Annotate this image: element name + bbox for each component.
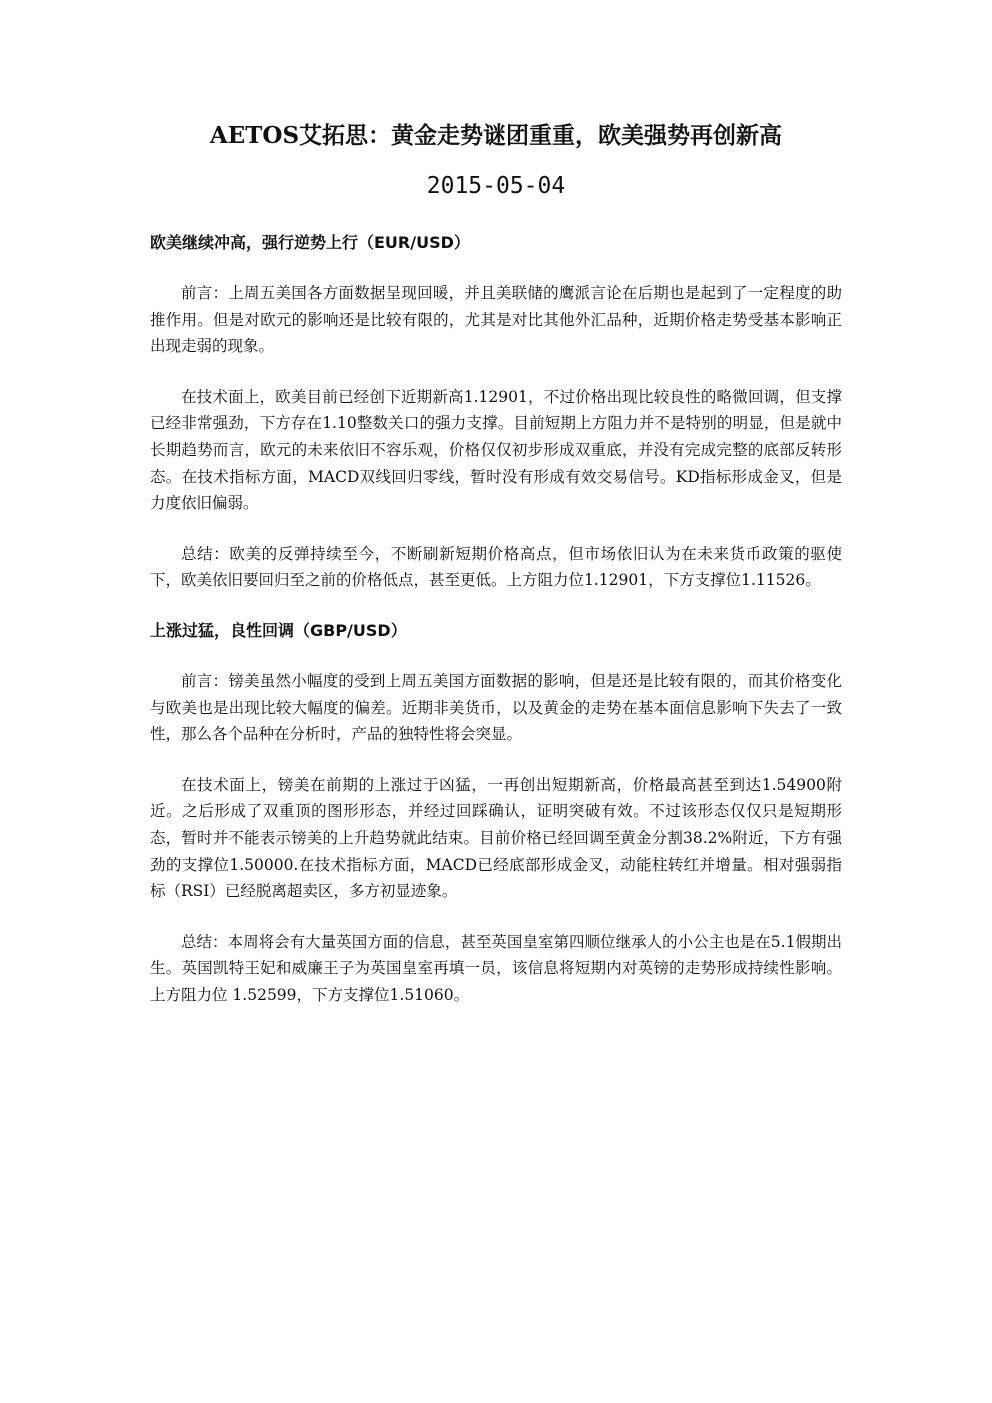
paragraph-eurusd-technical: 在技术面上，欧美目前已经创下近期新高1.12901，不过价格出现比较良性的略微回调，但支撑已经非常强劲，下方存在1.10整数关口的强力支撑。目前短期上方阻力并不是特别的明显，但是就中长期趋势而言，欧元的未来依旧不容乐观，价格仅仅初步形成双重底，并没有完成完整的底部反转形态。在技术指标方面，MACD双线回归零线，暂时没有形成有效交易信号。KD指标形成金叉，但是力度依旧偏弱。 [150,387,842,513]
section-heading-gbpusd: 上涨过猛，良性回调（GBP/USD） [150,620,407,640]
paragraph-gbpusd-technical: 在技术面上，镑美在前期的上涨过于凶猛，一再创出短期新高，价格最高甚至到达1.54900附近。之后形成了双重顶的图形形态，并经过回踩确认，证明突破有效。不过该形态仅仅只是短期形态，暂时并不能表示镑美的上升趋势就此结束。目前价格已经回调至黄金分割38.2%附近，下方有强劲的支撑位1.50000.在技术指标方面，MACD已经底部形成金叉，动能柱转红并增量。相对强弱指标（RSI）已经脱离超卖区，多方初显迹象。 [150,775,842,901]
section-heading-eurusd: 欧美继续冲高，强行逆势上行（EUR/USD） [150,233,470,252]
document-title: AETOS艾拓思：黄金走势谜团重重，欧美强势再创新高 [209,122,783,149]
document-date: 2015-05-04 [426,173,566,199]
paragraph-eurusd-summary: 总结：欧美的反弹持续至今，不断刷新短期价格高点，但市场依旧认为在未来货币政策的驱使下，欧美依旧要回归至之前的价格低点，甚至更低。上方阻力位1.12901，下方支撑位1.11526。 [150,544,842,590]
paragraph-gbpusd-intro: 前言：镑美虽然小幅度的受到上周五美国方面数据的影响，但是还是比较有限的，而其价格变化与欧美也是出现比较大幅度的偏差。近期非美货币，以及黄金的走势在基本面信息影响下失去了一致性，那么各个品种在分析时，产品的独特性将会突显。 [150,671,842,744]
document-page [150,118,842,1298]
paragraph-eurusd-intro: 前言：上周五美国各方面数据呈现回暖，并且美联储的鹰派言论在后期也是起到了一定程度的助推作用。但是对欧元的影响还是比较有限的，尤其是对比其他外汇品种，近期价格走势受基本影响正出现走弱的现象。 [150,284,842,356]
paragraph-gbpusd-summary: 总结：本周将会有大量英国方面的信息，甚至英国皇室第四顺位继承人的小公主也是在5.1假期出生。英国凯特王妃和威廉王子为英国皇室再填一员，该信息将短期内对英镑的走势形成持续性影响。上方阻力位 1.52599，下方支撑位1.51060。 [150,932,842,1004]
